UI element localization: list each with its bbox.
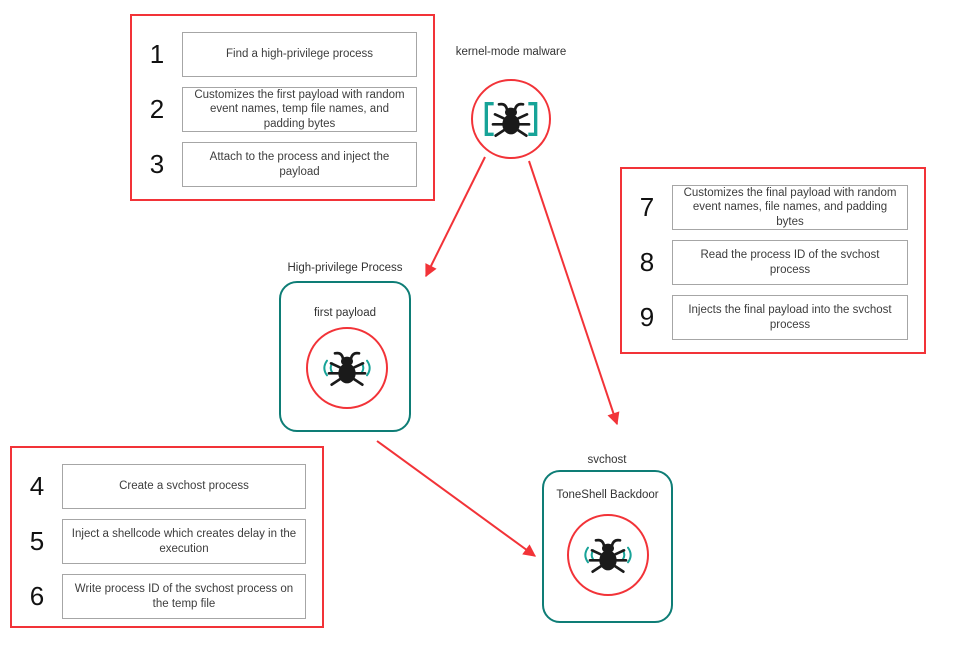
step-number: 4 xyxy=(29,471,45,501)
bug-icon xyxy=(493,104,529,136)
step-number: 8 xyxy=(639,247,655,277)
first-payload-label: first payload xyxy=(313,307,376,319)
svchost-label: svchost xyxy=(587,454,627,466)
step-box: Customizes the first payload with random event names, temp file names, and padding bytes xyxy=(182,87,417,132)
step-group-7-9 xyxy=(620,167,926,354)
step-box: Read the process ID of the svchost process xyxy=(672,240,908,285)
step-group-4-6 xyxy=(10,446,324,628)
step-number: 3 xyxy=(149,149,165,179)
kernel-malware-node xyxy=(471,79,551,159)
high-privilege-node xyxy=(279,281,411,432)
bug-icon xyxy=(329,353,365,385)
step-number: 2 xyxy=(149,94,165,124)
step-row xyxy=(622,240,908,285)
step-number: 1 xyxy=(149,39,165,69)
step-row xyxy=(622,295,908,340)
step-number: 6 xyxy=(29,581,45,611)
step-row xyxy=(12,464,306,509)
step-number: 5 xyxy=(29,526,45,556)
step-row xyxy=(622,185,908,230)
step-row xyxy=(132,142,417,187)
step-box: Injects the final payload into the svchost process xyxy=(672,295,908,340)
step-row xyxy=(132,87,417,132)
arrow-highprivilege-to-svchost xyxy=(377,441,535,556)
step-box: Customizes the final payload with random event names, file names, and padding bytes xyxy=(672,185,908,230)
step-box: Write process ID of the svchost process on the temp file xyxy=(62,574,306,619)
high-privilege-label: High-privilege Process xyxy=(287,262,403,274)
step-row xyxy=(132,32,417,77)
step-number: 7 xyxy=(639,192,655,222)
step-row xyxy=(12,574,306,619)
step-row xyxy=(12,519,306,564)
kernel-malware-label: kernel-mode malware xyxy=(455,46,567,58)
step-number: 9 xyxy=(639,302,655,332)
first-payload-bug-circle xyxy=(306,327,388,409)
step-group-1-3 xyxy=(130,14,435,201)
bug-signal-icon xyxy=(580,536,636,574)
toneshell-backdoor-label: ToneShell Backdoor xyxy=(556,489,659,501)
step-box: Attach to the process and inject the payload xyxy=(182,142,417,187)
svchost-node xyxy=(542,470,673,623)
step-box: Inject a shellcode which creates delay in the execution xyxy=(62,519,306,564)
bug-bracket-icon xyxy=(483,100,539,138)
step-box: Find a high-privilege process xyxy=(182,32,417,77)
toneshell-bug-circle xyxy=(567,514,649,596)
step-box: Create a svchost process xyxy=(62,464,306,509)
bug-icon xyxy=(590,540,626,572)
bug-signal-icon xyxy=(319,349,375,387)
arrow-kernel-to-svchost xyxy=(529,161,617,424)
